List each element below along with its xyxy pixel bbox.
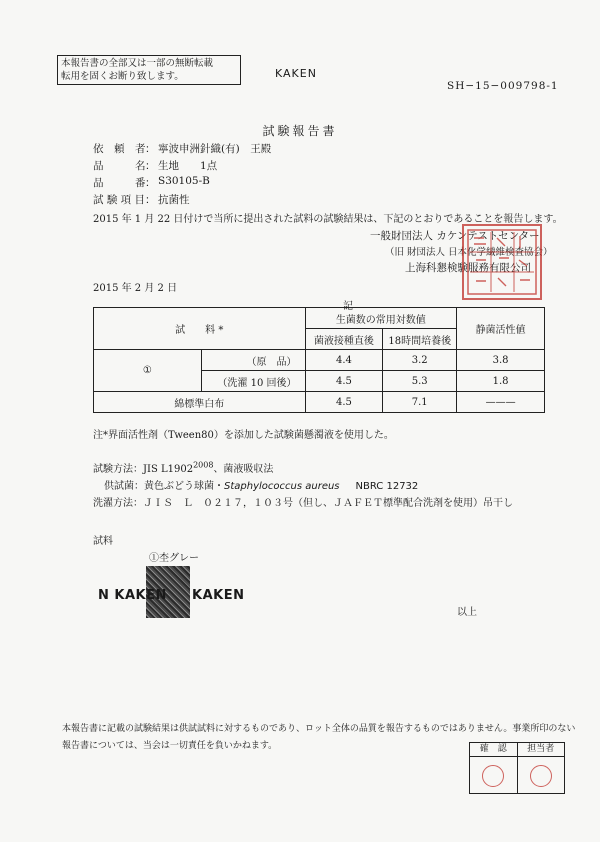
wash-method-value: ＪＩＳ Ｌ ０２１７，１０３号（但し、ＪＡＦＥＴ標準配合洗剤を使用）吊干し [143, 498, 513, 509]
sign-confirm-cell [470, 757, 518, 794]
test-method-value: JIS L1902 [143, 464, 194, 475]
sample-item: ①杢グレー [149, 553, 199, 564]
lab-former-name: （旧 財団法人 日本化学繊維検査協会） [385, 247, 553, 258]
report-title: 試験報告書 [262, 124, 338, 138]
table-row [94, 350, 545, 371]
field-value-product: 生地 1点 [158, 160, 218, 172]
notice-box [57, 55, 241, 85]
notice-line1: 本報告書の全部又は一部の無断転載 [61, 58, 214, 69]
test-bacteria-line [104, 477, 418, 492]
field-value-item-number: S30105-B [158, 175, 210, 187]
test-bacteria-value: 黄色ぶどう球菌・ [144, 481, 224, 492]
table-row [94, 392, 545, 413]
field-label-test-item: 試 験 項 目 [93, 194, 146, 206]
person-seal-stamp [530, 765, 552, 787]
report-date: 2015 年 2 月 2 日 [93, 283, 178, 294]
field-colon: ： [145, 160, 156, 172]
field-label-product: 品 名 [93, 160, 146, 172]
test-bacteria-species: Staphylococcus aureus [224, 481, 340, 492]
cell-value: ——— [457, 392, 545, 413]
cell-value: 1.8 [457, 371, 545, 392]
field-colon: ： [145, 143, 156, 155]
header-log-count: 生菌数の常用対数値 [305, 308, 457, 329]
document-number: SH−15−009798-1 [447, 80, 559, 92]
field-colon: ： [145, 177, 156, 189]
sign-person-label: 担当者 [527, 744, 555, 754]
header-sample: 試 料 * [94, 308, 306, 350]
sign-box [469, 742, 565, 794]
cell-value: 4.5 [305, 392, 383, 413]
test-method-tail: 、菌液吸収法 [213, 464, 274, 475]
cell-value: 3.2 [383, 350, 457, 371]
swatch-label-left: N KAKEN [98, 588, 167, 603]
header-static-activity: 静菌活性値 [457, 308, 545, 350]
field-label-client: 依 頼 者 [93, 143, 146, 155]
row-group-label: ① [94, 350, 202, 392]
cell-value: 4.5 [305, 371, 383, 392]
field-value-client: 寧波申洲針織(有) 王殿 [158, 143, 272, 155]
end-mark: 以上 [457, 607, 477, 618]
test-bacteria-strain: NBRC 12732 [355, 481, 419, 492]
cell-value: 3.8 [457, 350, 545, 371]
header-immediately-after: 菌液接種直後 [305, 329, 383, 350]
disclaimer-line2: 報告書については、当会は一切責任を負いかねます。 [62, 741, 278, 751]
sign-confirm-label: 確 認 [470, 743, 518, 756]
table-footnote: 注*界面活性剤（Tween80）を添加した試験菌懸濁液を使用した。 [93, 430, 394, 441]
test-bacteria-label: 供試菌： [104, 481, 144, 492]
cell-value: 5.3 [383, 371, 457, 392]
brand-logo-text: KAKEN [275, 67, 317, 80]
test-method-line [93, 460, 273, 475]
cell-value: 4.4 [305, 350, 383, 371]
row-label: （原 品） [201, 350, 305, 371]
field-colon: ： [145, 194, 156, 206]
wash-method-label: 洗濯方法： [93, 498, 143, 509]
report-paragraph: 2015 年 1 月 22 日付けで当所に提出された試料の試験結果は、下記のとおりであることを報告します。 [93, 214, 563, 225]
lab-branch: 上海科懇検験服務有限公司 [405, 262, 531, 274]
sample-heading: 試料 [93, 536, 113, 547]
wash-method-line [93, 494, 513, 509]
sign-person-cell [518, 757, 565, 794]
row-label: 綿標準白布 [94, 392, 306, 413]
test-method-label: 試験方法： [93, 464, 143, 475]
field-value-test-item: 抗菌性 [158, 194, 190, 206]
header-after-18h: 18時間培養後 [383, 329, 457, 350]
lab-name: 一般財団法人 カケンテストセンター [370, 230, 540, 242]
swatch-label-right: KAKEN [192, 588, 245, 603]
notice-line2: 転用を固くお断り致します。 [61, 71, 184, 82]
ki-mark: 記 [343, 301, 353, 312]
cell-value: 7.1 [383, 392, 457, 413]
test-method-year: 2008 [193, 460, 214, 470]
disclaimer-line1: 本報告書に記載の試験結果は供試試料に対するものであり、ロット全体の品質を報告するものではありません。事業所印のない [62, 724, 576, 734]
lab-seal-stamp [462, 224, 542, 300]
seal-pattern-icon [464, 226, 540, 298]
field-label-item-number: 品 番 [93, 177, 146, 189]
confirm-seal-stamp [482, 765, 504, 787]
results-table [93, 307, 545, 413]
row-label: （洗濯 10 回後） [201, 371, 305, 392]
